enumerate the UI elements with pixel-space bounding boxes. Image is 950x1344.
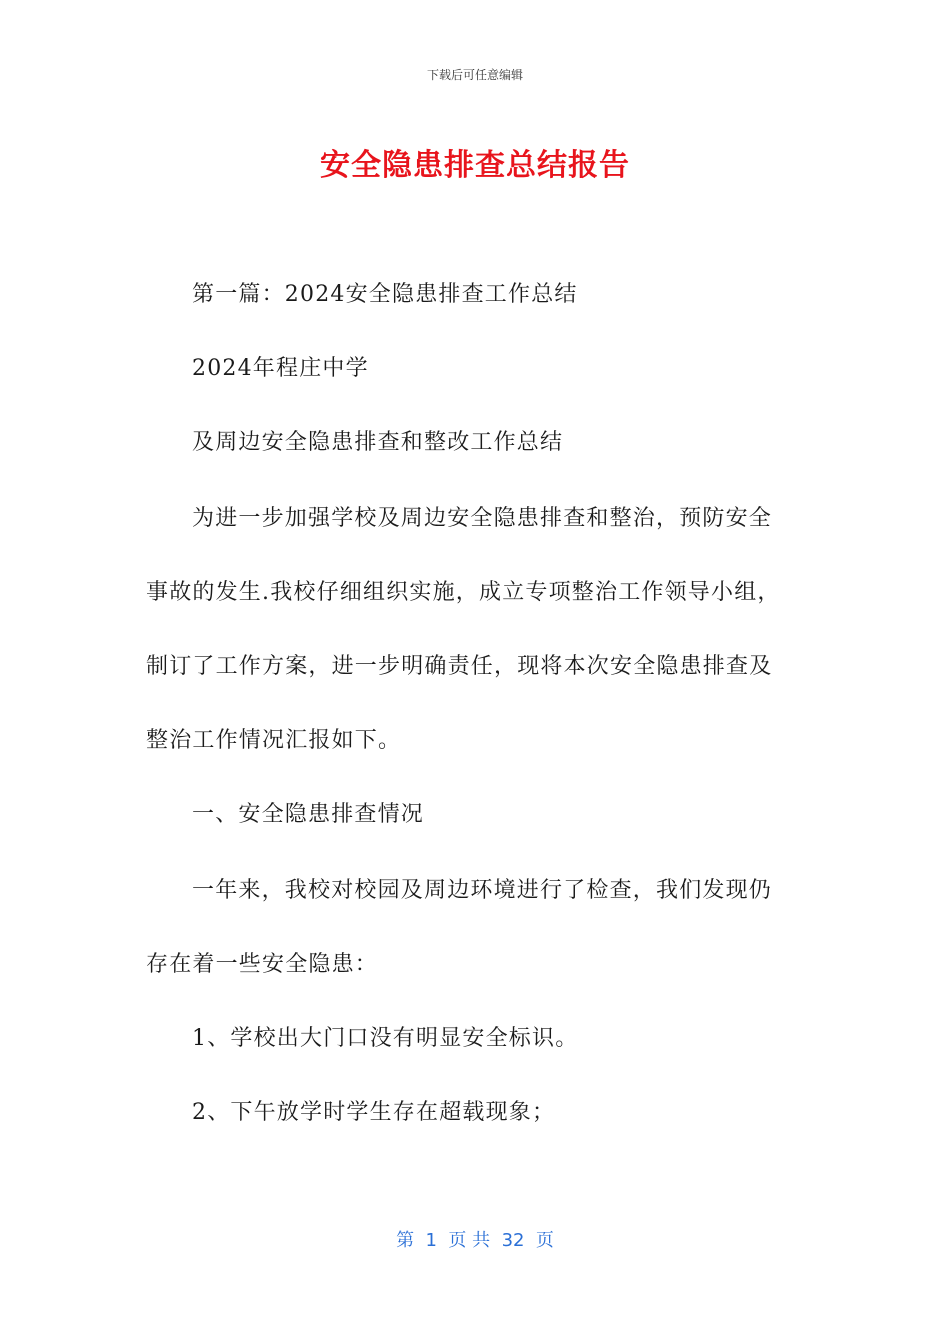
paragraph-line: 整治工作情况汇报如下。 [146,728,402,753]
document-title: 安全隐患排查总结报告 [320,148,630,183]
paragraph-line: 事故的发生.我校仔细组织实施，成立专项整治工作领导小组， [146,580,781,605]
paragraph-line: 一年来，我校对校园及周边环境进行了检查，我们发现仍 [192,878,773,903]
header-note: 下载后可任意编辑 [426,68,523,82]
paragraph-line: 及周边安全隐患排查和整改工作总结 [192,430,564,455]
paragraph-line: 第一篇：2024安全隐患排查工作总结 [192,282,578,307]
paragraph-line: 2024年程庄中学 [192,356,369,381]
paragraph-line: 制订了工作方案，进一步明确责任，现将本次安全隐患排查及 [146,654,773,679]
section-heading: 一、安全隐患排查情况 [192,802,425,827]
page-footer: 第 1 页 共 32 页 [396,1230,554,1251]
list-item: 2、下午放学时学生存在超载现象； [192,1100,556,1125]
paragraph-line: 为进一步加强学校及周边安全隐患排查和整治，预防安全 [192,506,773,531]
list-item: 1、学校出大门口没有明显安全标识。 [192,1026,579,1051]
paragraph-line: 存在着一些安全隐患： [146,952,379,977]
